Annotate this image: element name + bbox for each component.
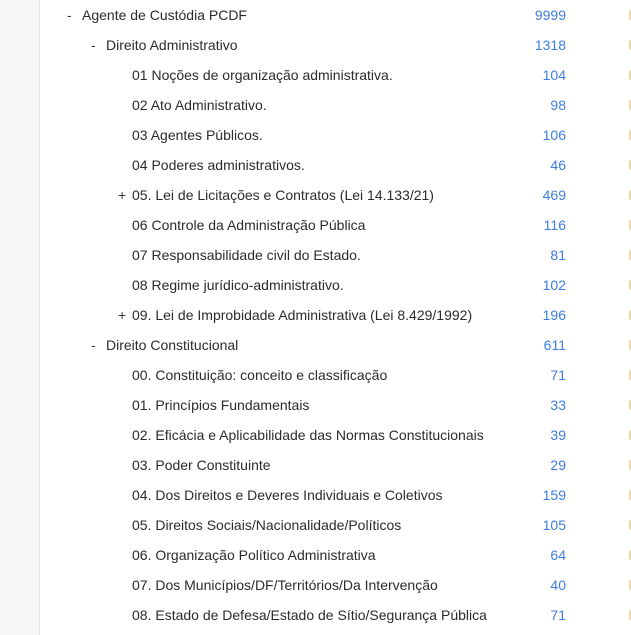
question-count: 106 [542,127,566,143]
tree-item-label: Agente de Custódia PCDF [82,7,247,23]
tree-item-label: 00. Constituição: conceito e classificação [132,367,388,383]
tree-item-label: Direito Administrativo [106,37,238,53]
expand-toggle-icon[interactable]: + [118,187,127,203]
question-count: 33 [550,397,566,413]
expand-toggle-icon[interactable]: - [67,7,72,23]
question-count: 102 [542,277,566,293]
question-count: 469 [542,187,566,203]
tree-node-root[interactable] [40,0,631,30]
tree-node-item[interactable] [40,390,631,420]
question-count: 64 [550,547,566,563]
question-count: 611 [543,337,566,353]
question-count: 105 [542,517,566,533]
tree-node-item[interactable] [40,510,631,540]
question-count: 71 [550,367,566,383]
tree-node-item[interactable] [40,210,631,240]
tree-item-label: 04. Dos Direitos e Deveres Individuais e Coletivos [132,487,443,503]
tree-node-item[interactable] [40,420,631,450]
tree-node-item[interactable] [40,60,631,90]
tree-item-label: 06 Controle da Administração Pública [132,217,366,233]
tree-node-item[interactable] [40,570,631,600]
tree-item-label: 07 Responsabilidade civil do Estado. [132,247,361,263]
tree-item-label: 07. Dos Municípios/DF/Territórios/Da Intervenção [132,577,438,593]
tree-item-label: 06. Organização Político Administrativa [132,547,376,563]
question-count: 46 [550,157,566,173]
question-count: 116 [543,217,566,233]
tree-node-item[interactable] [40,180,631,210]
tree-node-group[interactable] [40,30,631,60]
tree-item-label: 05. Lei de Licitações e Contratos (Lei 14.133/21) [132,187,434,203]
expand-toggle-icon[interactable]: + [118,307,127,323]
tree-item-label: 02. Eficácia e Aplicabilidade das Normas Constitucionais [132,427,484,443]
expand-toggle-icon[interactable]: - [91,37,96,53]
question-count: 81 [550,247,566,263]
tree-node-item[interactable] [40,600,631,630]
tree-item-label: 08 Regime jurídico-administrativo. [132,277,344,293]
tree-item-label: 03. Poder Constituinte [132,457,271,473]
question-count: 104 [542,67,566,83]
tree-item-label: 03 Agentes Públicos. [132,127,263,143]
tree-item-label: 02 Ato Administrativo. [132,97,267,113]
expand-toggle-icon[interactable]: - [91,337,96,353]
tree-item-label: 08. Estado de Defesa/Estado de Sítio/Segurança Pública [132,607,487,623]
question-count: 196 [542,307,566,323]
tree-node-item[interactable] [40,300,631,330]
question-count: 159 [542,487,566,503]
tree-node-item[interactable] [40,450,631,480]
tree-item-label: 01. Princípios Fundamentais [132,397,310,413]
question-count: 40 [550,577,566,593]
tree-item-label: 09. Lei de Improbidade Administrativa (Lei 8.429/1992) [132,307,473,323]
subject-tree-panel [39,0,631,635]
tree-item-label: Direito Constitucional [106,337,239,353]
tree-item-label: 05. Direitos Sociais/Nacionalidade/Políticos [132,517,402,533]
question-count: 1318 [534,37,566,53]
question-count: 98 [550,97,566,113]
tree-item-label: 01 Noções de organização administrativa. [132,67,393,83]
tree-node-item[interactable] [40,90,631,120]
question-count: 9999 [534,7,566,23]
tree-node-item[interactable] [40,120,631,150]
tree-node-item[interactable] [40,360,631,390]
question-count: 29 [550,457,566,473]
tree-item-label: 04 Poderes administrativos. [132,157,305,173]
question-count: 39 [550,427,566,443]
tree-node-item[interactable] [40,150,631,180]
tree-node-item[interactable] [40,540,631,570]
tree-node-item[interactable] [40,270,631,300]
tree-node-group[interactable] [40,330,631,360]
question-count: 71 [550,607,566,623]
tree-node-item[interactable] [40,480,631,510]
tree-node-item[interactable] [40,240,631,270]
